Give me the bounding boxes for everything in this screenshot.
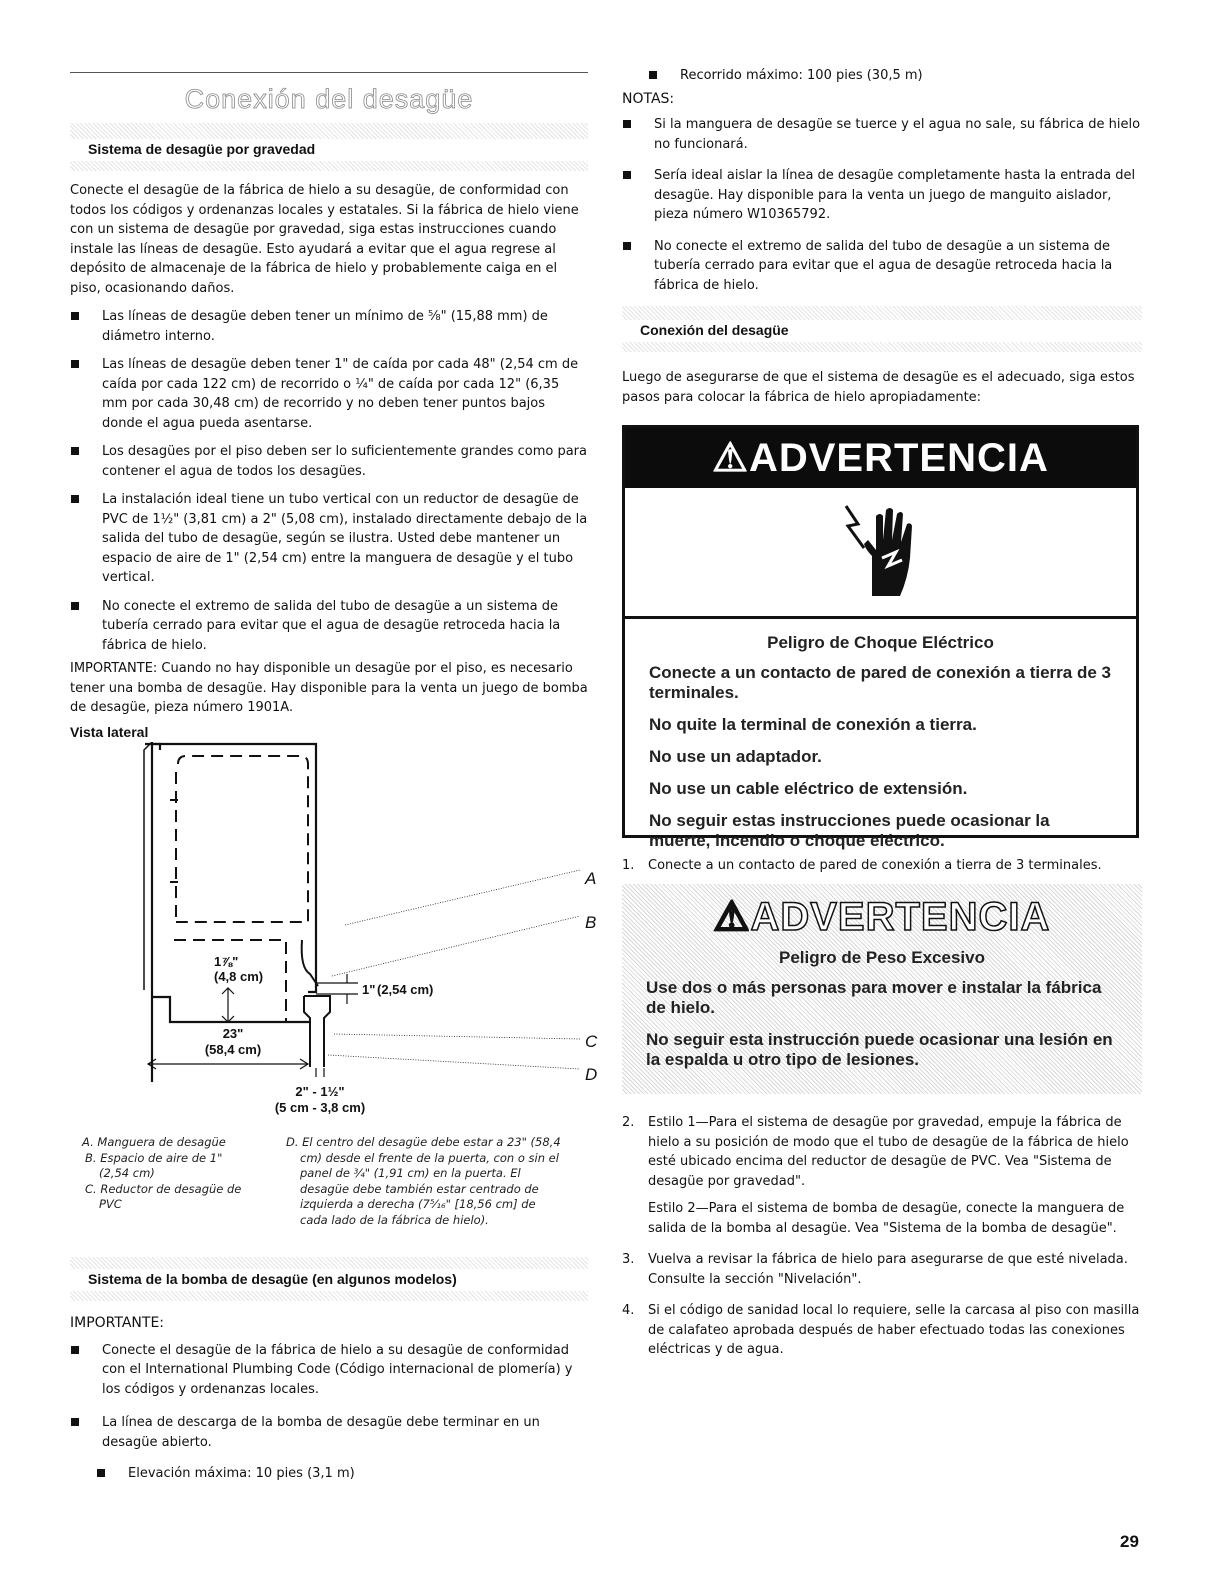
leader-b xyxy=(332,916,580,976)
step-4: 4. Si el código de sanidad local lo requiere, selle la carcasa al piso con masilla de calafateo aprobada después de haber efectuado todas las conexiones eléctricas y de agua. xyxy=(622,1303,1140,1357)
warning-triangle-icon: ⚠ xyxy=(713,895,751,939)
step-2: 2. Estilo 1—Para el sistema de desagüe por gravedad, empuje la fábrica de hielo a su posición de modo que el tubo de desagüe de la fábrica de hielo esté ubicado encima del reductor de desagüe de PVC. Vea "Sistema de desagüe por gravedad". xyxy=(622,1115,1129,1189)
dim-height-in: 1⅞" xyxy=(214,954,239,969)
note-item: No conecte el extremo de salida del tubo de desagüe a un sistema de tubería cerrado para evitar que el agua de desagüe retroceda hacia la fábrica de hielo. xyxy=(622,237,1142,296)
pump-sub-bullet: Elevación máxima: 10 pies (3,1 m) xyxy=(96,1464,588,1484)
pump-bullet: La línea de descarga de la bomba de desagüe debe terminar en un desagüe abierto. xyxy=(70,1413,588,1452)
pump-important: IMPORTANTE: xyxy=(70,1315,165,1331)
notes-label: NOTAS: xyxy=(622,90,675,107)
warning-header: ⚠ADVERTENCIA xyxy=(713,895,1051,939)
legend-left: A. Manguera de desagüe B. Espacio de aire de 1" (2,54 cm) C. Reductor de desagüe de PVC xyxy=(82,1135,242,1211)
sub-bullet-max-run: Recorrido máximo: 100 pies (30,5 m) xyxy=(648,66,1142,86)
dim-pipe-in: 2" - 1½" xyxy=(295,1084,345,1099)
door-edge xyxy=(144,742,152,990)
side-view-heading: Vista lateral xyxy=(70,723,149,740)
warning-line: Use dos o más personas para mover e instalar la fábrica de hielo. xyxy=(646,978,1102,1017)
gravity-intro: Conecte el desagüe de la fábrica de hielo a su desagüe, de conformidad con todos los códigos y ordenanzas locales y estatales. Si la fábrica de hielo viene con un sistema de desagüe por gravedad, siga estas instrucciones cuando instale las líneas de desagüe. Esto ayudará a evitar que el agua regrese al depósito de almacenaje de la fábrica de hielo y probablemente caiga en el piso, ocasionando daños. xyxy=(70,183,579,296)
dim-depth-cm: (58,4 cm) xyxy=(204,1042,262,1057)
warning-line: No quite la terminal de conexión a tierra. xyxy=(649,715,977,734)
legend-right: D. El centro del desagüe debe estar a 23" (58,4 cm) desde el frente de la puerta, con o sin el panel de ¾" (1,91 cm) en la puerta. El desagüe debe también estar centrado de izquierda a derecha (7⁵⁄₁₆" [18,56 cm] de cada lado de la fábrica de hielo). xyxy=(286,1135,561,1227)
label-d: D xyxy=(585,1065,598,1084)
pvc-reducer xyxy=(304,996,330,1067)
dim-air-gap-in: 1" xyxy=(362,982,376,997)
pump-bullet: Conecte el desagüe de la fábrica de hielo a su desagüe de conformidad con el International Plumbing Code (Código internacional de plomería) y los códigos y ordenanzas locales. xyxy=(70,1341,588,1400)
label-b: B xyxy=(585,913,597,932)
step-3: 3. Vuelva a revisar la fábrica de hielo para asegurarse de que esté nivelada. Consulte la sección "Nivelación". xyxy=(622,1252,1128,1287)
gravity-heading: Sistema de desagüe por gravedad xyxy=(88,141,316,157)
step-2-style-2: Estilo 2—Para el sistema de bomba de desagüe, conecte la manguera de salida de la bomba al desagüe. Vea "Sistema de la bomba de desagüe". xyxy=(648,1201,1125,1236)
pump-body xyxy=(70,1314,588,1484)
warning-line: No use un cable eléctrico de extensión. xyxy=(649,779,968,798)
pump-heading: Sistema de la bomba de desagüe (en algunos modelos) xyxy=(88,1271,457,1287)
note-item: Si la manguera de desagüe se tuerce y el agua no sale, su fábrica de hielo no funcionará. xyxy=(622,115,1142,154)
label-a: A xyxy=(585,869,597,888)
shock-hazard-icon xyxy=(625,488,1136,616)
note-item: Sería ideal aislar la línea de desagüe completamente hasta la entrada del desagüe. Hay disponible para la venta un juego de manguito aislador, pieza número W10365792. xyxy=(622,166,1142,225)
connection-heading: Conexión del desagüe xyxy=(640,322,789,338)
leader-d xyxy=(328,1055,580,1069)
page-title: Conexión del desagüe xyxy=(184,84,474,114)
gravity-bullet: Las líneas de desagüe deben tener 1" de caída por cada 48" (2,54 cm de caída por cada 122 cm) de recorrido o ¼" de caída por cada 12" (6,35 mm por cada 30,48 cm) de recorrido y no deben tener puntos bajos donde el agua pueda asentarse. xyxy=(70,355,588,433)
important-note: IMPORTANTE: Cuando no hay disponible un desagüe por el piso, es necesario tener una bomba de desagüe. Hay disponible para la venta un juego de bomba de desagüe, pieza número 1901A. xyxy=(70,661,588,715)
connection-section-header xyxy=(622,306,1142,352)
warning-header: ⚠ADVERTENCIA xyxy=(625,428,1136,488)
leader-c xyxy=(334,1034,580,1039)
warning-title: Peligro de Choque Eléctrico xyxy=(767,633,994,652)
gravity-section-header xyxy=(70,123,588,171)
warning-line: No seguir estas instrucciones puede ocasionar la muerte, incendio o choque eléctrico. xyxy=(649,811,1050,850)
warning-triangle-icon: ⚠ xyxy=(712,436,749,480)
step-1: 1. Conecte a un contacto de pared de conexión a tierra de 3 terminales. xyxy=(622,858,1102,873)
dim-pipe-cm: (5 cm - 3,8 cm) xyxy=(274,1100,366,1115)
warning-line: No use un adaptador. xyxy=(649,747,822,766)
page-number: 29 xyxy=(1120,1532,1139,1551)
dim-height-cm: (4,8 cm) xyxy=(214,969,264,984)
pump-section-header xyxy=(70,1257,588,1301)
steps-2-4 xyxy=(622,1113,1142,1360)
warning-box-weight xyxy=(622,884,1142,1094)
bin-dashed-outline xyxy=(176,756,308,922)
top-rule xyxy=(70,72,588,73)
warning-box-electric xyxy=(622,425,1139,850)
gravity-bullet: Los desagües por el piso deben ser lo suficientemente grandes como para contener el agua de todos los desagües. xyxy=(70,442,588,481)
dim-depth-in: 23" xyxy=(222,1026,244,1041)
gravity-bullet: La instalación ideal tiene un tubo vertical con un reductor de desagüe de PVC de 1½" (3,81 cm) a 2" (5,08 cm), instalado directamente debajo de la salida del tubo de desagüe, según se ilustra. Usted debe mantener un espacio de aire de 1" (2,54 cm) entre la manguera de desagüe y el tubo vertical. xyxy=(70,490,588,588)
gravity-bullet: Las líneas de desagüe deben tener un mínimo de ⅝" (15,88 mm) de diámetro interno. xyxy=(70,307,588,346)
warning-line: Conecte a un contacto de pared de conexión a tierra de 3 terminales. xyxy=(649,663,1111,702)
connection-intro: Luego de asegurarse de que el sistema de desagüe es el adecuado, siga estos pasos para colocar la fábrica de hielo apropiadamente: xyxy=(622,370,1135,405)
warning-title: Peligro de Peso Excesivo xyxy=(779,948,985,967)
gravity-bullet: No conecte el extremo de salida del tubo de desagüe a un sistema de tubería cerrado para evitar que el agua de desagüe retroceda hacia la fábrica de hielo. xyxy=(70,597,588,656)
right-top-text xyxy=(622,66,1142,295)
label-c: C xyxy=(585,1032,598,1051)
warning-line: No seguir esta instrucción puede ocasionar una lesión en la espalda u otro tipo de lesiones. xyxy=(646,1030,1113,1069)
gravity-body xyxy=(70,181,588,740)
leader-a xyxy=(345,870,580,925)
dim-air-gap-cm: (2,54 cm) xyxy=(377,982,434,997)
side-view-diagram xyxy=(140,742,610,1122)
